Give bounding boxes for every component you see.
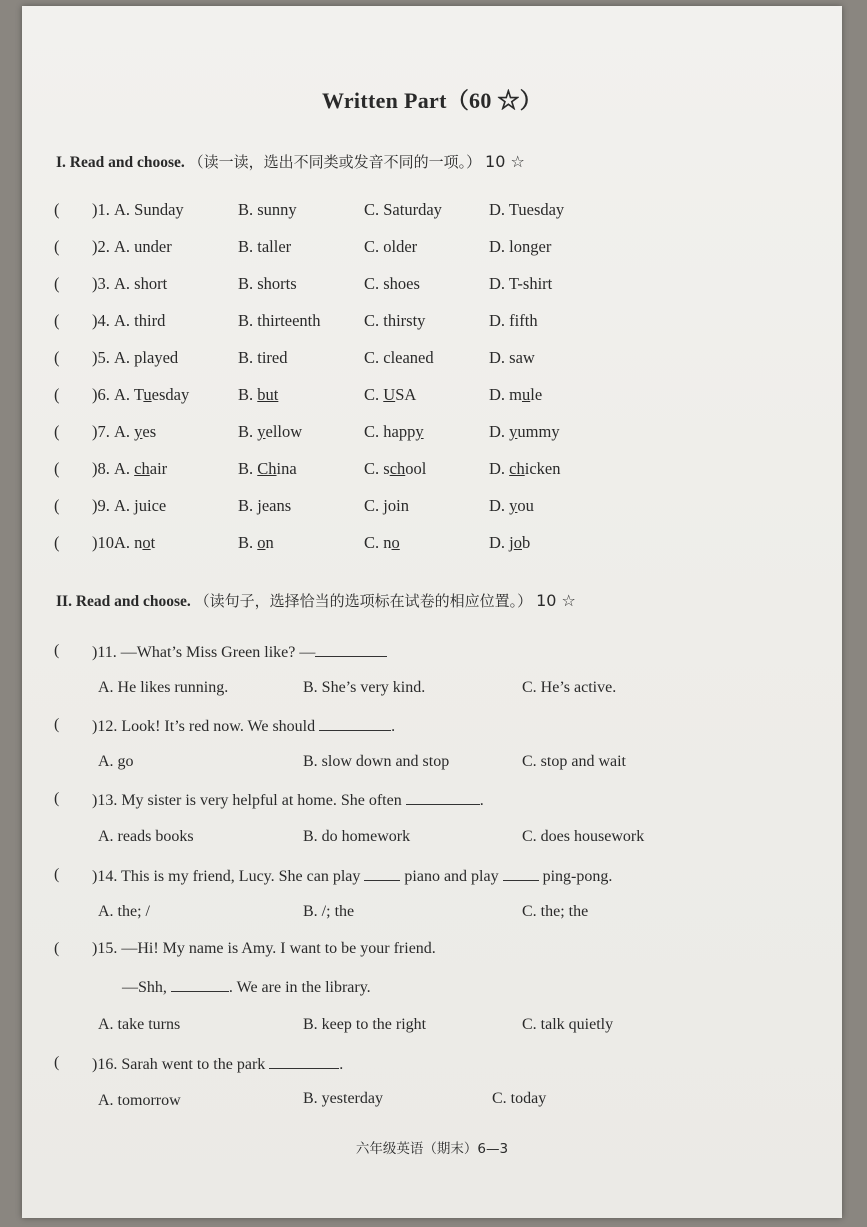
question-number: )6. xyxy=(92,385,110,404)
page-footer: 六年级英语（期末）6—3 xyxy=(355,1141,509,1157)
option-b: B. sunny xyxy=(238,200,297,219)
option-a: A. yes xyxy=(114,422,157,441)
section-2-points: 10 ☆ xyxy=(536,591,576,610)
option-c: C. cleaned xyxy=(364,348,434,367)
answer-blank[interactable] xyxy=(269,1054,339,1069)
q15-option-c: C. talk quietly xyxy=(522,1016,614,1033)
option-a: A. third xyxy=(114,311,166,330)
question-row xyxy=(22,459,842,489)
question-16: )16. Sarah went to the park . xyxy=(92,1056,344,1073)
option-b: B. taller xyxy=(238,237,292,256)
option-d: D. job xyxy=(489,533,531,552)
question-15-response: —Shh, . We are in the library. xyxy=(122,979,371,996)
q12-option-c: C. stop and wait xyxy=(522,753,626,770)
option-d: D. mule xyxy=(489,385,543,404)
option-b: B. yellow xyxy=(238,422,303,441)
q12-option-b: B. slow down and stop xyxy=(303,753,450,770)
answer-blank[interactable] xyxy=(364,866,400,881)
option-a: A. juice xyxy=(114,496,167,515)
option-d: D. saw xyxy=(489,348,535,367)
q14-option-c: C. the; the xyxy=(522,903,589,920)
option-b: B. on xyxy=(238,533,274,552)
answer-blank[interactable] xyxy=(171,977,229,992)
answer-paren[interactable]: ( xyxy=(54,496,60,515)
q13-option-c: C. does housework xyxy=(522,828,645,845)
question-number: )7. xyxy=(92,422,110,441)
answer-paren[interactable]: ( xyxy=(54,459,60,478)
question-12: )12. Look! It’s red now. We should . xyxy=(92,718,396,735)
option-a: A. short xyxy=(114,274,168,293)
option-b: B. jeans xyxy=(238,496,292,515)
q15-option-a: A. take turns xyxy=(98,1016,181,1033)
q12-option-a: A. go xyxy=(98,753,134,770)
option-a: A. chair xyxy=(114,459,168,478)
section-2-title: II. Read and choose. xyxy=(56,593,191,610)
question-row xyxy=(22,496,842,526)
question-row xyxy=(22,385,842,415)
option-c: C. thirsty xyxy=(364,311,426,330)
option-d: D. T-shirt xyxy=(489,274,553,293)
answer-paren[interactable]: ( xyxy=(54,385,60,404)
option-c: C. USA xyxy=(364,385,417,404)
section-1-heading xyxy=(56,151,525,172)
q14-option-b: B. /; the xyxy=(303,903,355,920)
question-row xyxy=(22,237,842,267)
answer-paren[interactable]: ( xyxy=(54,1054,60,1071)
option-c: C. no xyxy=(364,533,400,552)
answer-paren[interactable]: ( xyxy=(54,200,60,219)
option-c: C. Saturday xyxy=(364,200,442,219)
section-1-instruction: （读一读，选出不同类或发音不同的一项。） xyxy=(188,153,482,171)
answer-blank[interactable] xyxy=(406,790,480,805)
option-d: D. chicken xyxy=(489,459,561,478)
question-15: )15. —Hi! My name is Amy. I want to be your friend. xyxy=(92,940,436,957)
option-b: B. shorts xyxy=(238,274,297,293)
section-1-title: I. Read and choose. xyxy=(56,154,185,171)
question-14: )14. This is my friend, Lucy. She can play piano and play ping-pong. xyxy=(92,868,613,885)
q13-option-a: A. reads books xyxy=(98,828,194,845)
option-d: D. longer xyxy=(489,237,552,256)
answer-paren[interactable]: ( xyxy=(54,716,60,733)
question-row xyxy=(22,311,842,341)
q11-option-b: B. She’s very kind. xyxy=(303,679,426,696)
question-number: )2. xyxy=(92,237,110,256)
answer-paren[interactable]: ( xyxy=(54,237,60,256)
section-2-instruction: （读句子，选择恰当的选项标在试卷的相应位置。） xyxy=(194,592,533,610)
question-row xyxy=(22,422,842,452)
option-a: A. Tuesday xyxy=(114,385,190,404)
option-b: B. tired xyxy=(238,348,288,367)
question-number: )1. xyxy=(92,200,110,219)
q16-option-c: C. today xyxy=(492,1090,547,1107)
option-c: C. happy xyxy=(364,422,424,441)
option-a: A. Sunday xyxy=(114,200,184,219)
option-a: A. played xyxy=(114,348,179,367)
q13-option-b: B. do homework xyxy=(303,828,411,845)
option-b: B. thirteenth xyxy=(238,311,321,330)
q11-option-a: A. He likes running. xyxy=(98,679,229,696)
option-a: A. not xyxy=(114,533,156,552)
option-c: C. older xyxy=(364,237,418,256)
answer-paren[interactable]: ( xyxy=(54,533,60,552)
answer-blank[interactable] xyxy=(319,716,391,731)
q16-option-b: B. yesterday xyxy=(303,1090,383,1107)
option-c: C. join xyxy=(364,496,409,515)
option-b: B. but xyxy=(238,385,279,404)
question-row xyxy=(22,348,842,378)
question-number: )5. xyxy=(92,348,110,367)
question-number: )8. xyxy=(92,459,110,478)
question-number: )3. xyxy=(92,274,110,293)
q15-option-b: B. keep to the right xyxy=(303,1016,427,1033)
question-13: )13. My sister is very helpful at home. She often . xyxy=(92,792,484,809)
section-2-heading xyxy=(56,590,576,611)
answer-paren[interactable]: ( xyxy=(54,422,60,441)
answer-paren[interactable]: ( xyxy=(54,348,60,367)
option-c: C. shoes xyxy=(364,274,420,293)
answer-paren[interactable]: ( xyxy=(54,274,60,293)
answer-blank[interactable] xyxy=(503,866,539,881)
answer-paren[interactable]: ( xyxy=(54,866,60,883)
q16-option-a: A. tomorrow xyxy=(98,1092,181,1109)
option-d: D. you xyxy=(489,496,534,515)
exam-page xyxy=(22,6,842,1218)
page-title: Written Part（60 ☆） xyxy=(321,88,543,113)
option-c: C. school xyxy=(364,459,427,478)
option-b: B. China xyxy=(238,459,297,478)
q11-option-c: C. He’s active. xyxy=(522,679,617,696)
option-d: D. Tuesday xyxy=(489,200,565,219)
option-d: D. yummy xyxy=(489,422,560,441)
option-d: D. fifth xyxy=(489,311,538,330)
q14-option-a: A. the; / xyxy=(98,903,150,920)
question-row xyxy=(22,200,842,230)
answer-paren[interactable]: ( xyxy=(54,642,60,659)
question-row xyxy=(22,533,842,563)
question-number: )9. xyxy=(92,496,110,515)
answer-paren[interactable]: ( xyxy=(54,940,60,957)
option-a: A. under xyxy=(114,237,172,256)
question-row xyxy=(22,274,842,304)
question-11: )11. —What’s Miss Green like? — xyxy=(92,642,387,662)
question-number: )4. xyxy=(92,311,110,330)
section-1-points: 10 ☆ xyxy=(485,152,525,171)
answer-blank[interactable] xyxy=(315,642,387,657)
answer-paren[interactable]: ( xyxy=(54,790,60,807)
answer-paren[interactable]: ( xyxy=(54,311,60,330)
question-number: )10. xyxy=(92,533,119,552)
